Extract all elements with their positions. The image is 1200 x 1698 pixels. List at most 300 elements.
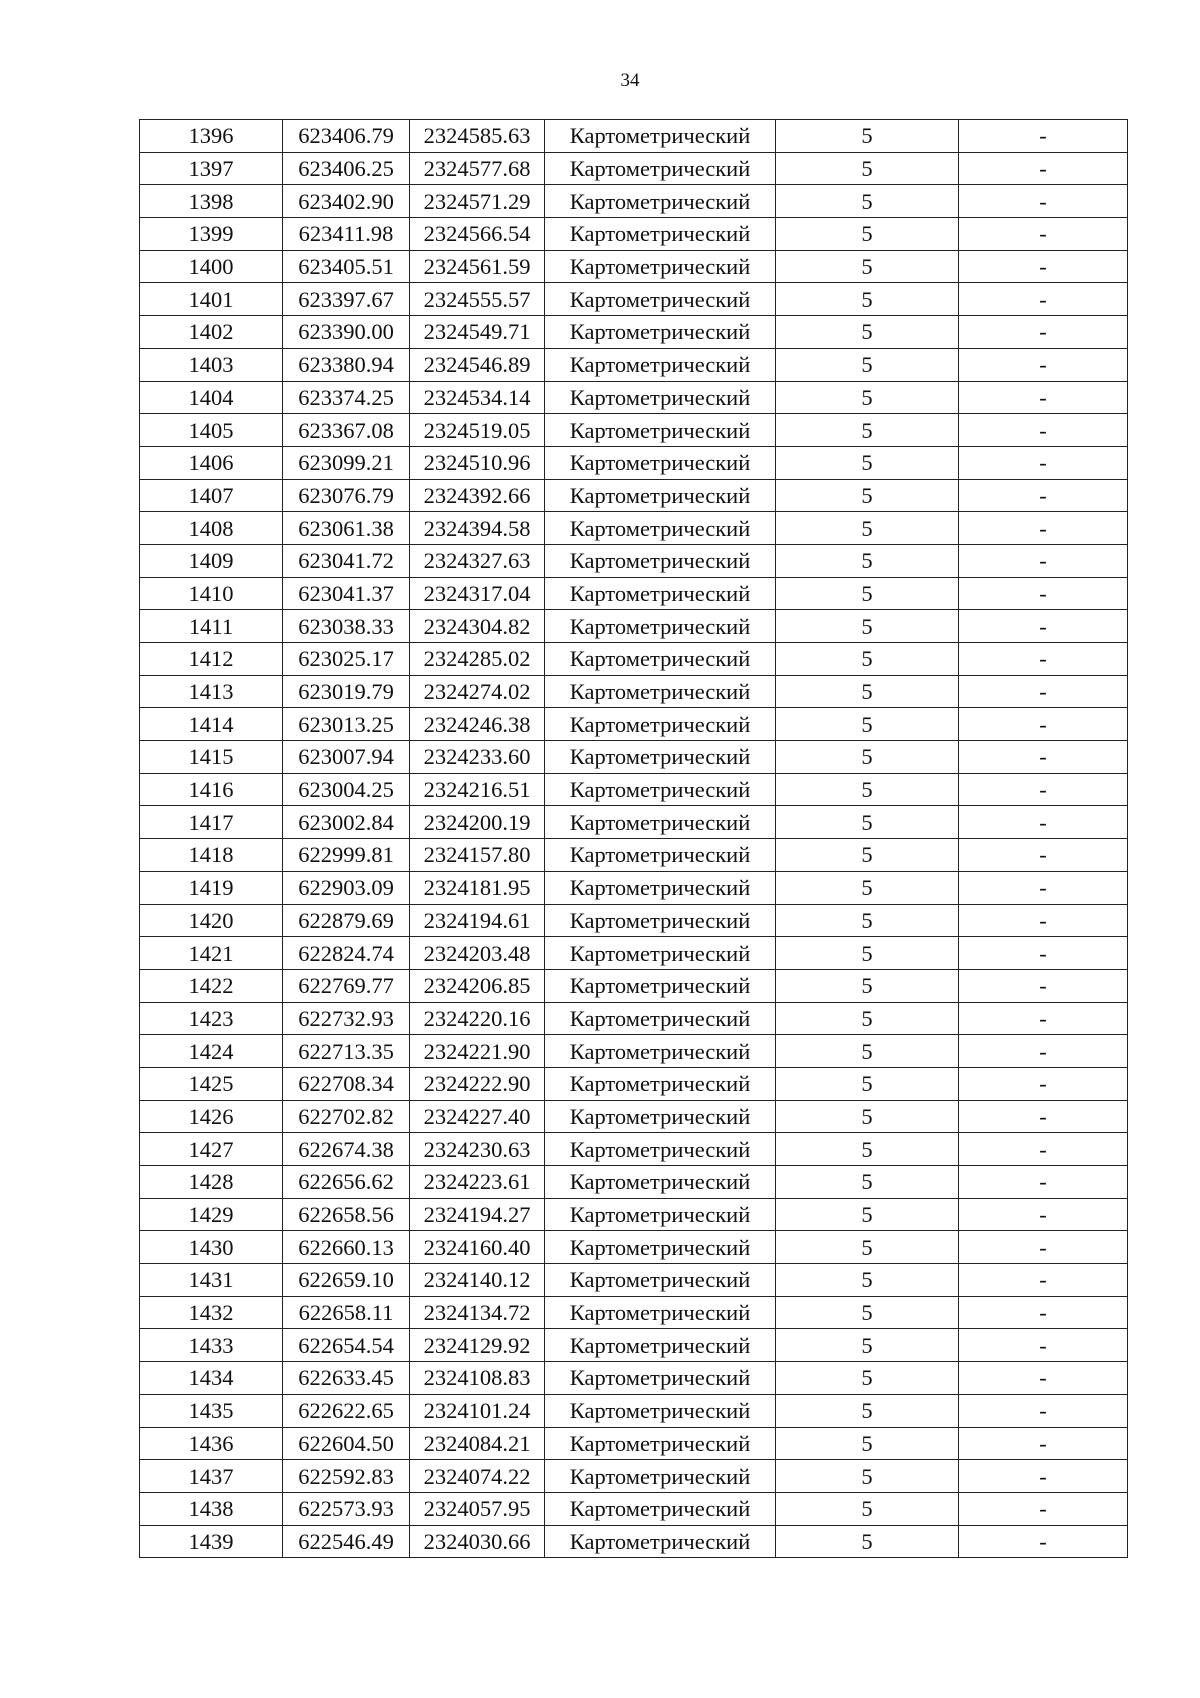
- note-cell: -: [959, 871, 1128, 904]
- point-number-cell: 1419: [140, 871, 283, 904]
- accuracy-cell: 5: [776, 741, 959, 774]
- point-number-cell: 1399: [140, 218, 283, 251]
- x-coordinate-cell: 623402.90: [283, 185, 410, 218]
- table-row: [140, 1264, 1128, 1297]
- y-coordinate-cell: 2324140.12: [410, 1264, 545, 1297]
- point-number-cell: 1413: [140, 675, 283, 708]
- x-coordinate-cell: 623406.25: [283, 152, 410, 185]
- accuracy-cell: 5: [776, 414, 959, 447]
- x-coordinate-cell: 623041.72: [283, 544, 410, 577]
- x-coordinate-cell: 622824.74: [283, 937, 410, 970]
- note-cell: -: [959, 544, 1128, 577]
- y-coordinate-cell: 2324285.02: [410, 643, 545, 676]
- note-cell: -: [959, 152, 1128, 185]
- note-cell: -: [959, 643, 1128, 676]
- note-cell: -: [959, 1198, 1128, 1231]
- y-coordinate-cell: 2324160.40: [410, 1231, 545, 1264]
- x-coordinate-cell: 622658.11: [283, 1296, 410, 1329]
- y-coordinate-cell: 2324317.04: [410, 577, 545, 610]
- y-coordinate-cell: 2324585.63: [410, 120, 545, 153]
- method-cell: Картометрический: [545, 1231, 776, 1264]
- method-cell: Картометрический: [545, 1100, 776, 1133]
- method-cell: Картометрический: [545, 773, 776, 806]
- accuracy-cell: 5: [776, 1329, 959, 1362]
- accuracy-cell: 5: [776, 773, 959, 806]
- accuracy-cell: 5: [776, 577, 959, 610]
- note-cell: -: [959, 1100, 1128, 1133]
- coordinates-table-body: [140, 120, 1128, 1558]
- accuracy-cell: 5: [776, 1296, 959, 1329]
- accuracy-cell: 5: [776, 1460, 959, 1493]
- table-row: [140, 806, 1128, 839]
- point-number-cell: 1400: [140, 250, 283, 283]
- method-cell: Картометрический: [545, 1264, 776, 1297]
- method-cell: Картометрический: [545, 839, 776, 872]
- y-coordinate-cell: 2324157.80: [410, 839, 545, 872]
- method-cell: Картометрический: [545, 708, 776, 741]
- table-row: [140, 904, 1128, 937]
- point-number-cell: 1430: [140, 1231, 283, 1264]
- x-coordinate-cell: 623367.08: [283, 414, 410, 447]
- accuracy-cell: 5: [776, 1198, 959, 1231]
- note-cell: -: [959, 1492, 1128, 1525]
- point-number-cell: 1424: [140, 1035, 283, 1068]
- table-row: [140, 839, 1128, 872]
- accuracy-cell: 5: [776, 806, 959, 839]
- x-coordinate-cell: 622573.93: [283, 1492, 410, 1525]
- accuracy-cell: 5: [776, 446, 959, 479]
- x-coordinate-cell: 622879.69: [283, 904, 410, 937]
- x-coordinate-cell: 623013.25: [283, 708, 410, 741]
- point-number-cell: 1438: [140, 1492, 283, 1525]
- accuracy-cell: 5: [776, 1166, 959, 1199]
- note-cell: -: [959, 969, 1128, 1002]
- note-cell: -: [959, 1329, 1128, 1362]
- y-coordinate-cell: 2324566.54: [410, 218, 545, 251]
- table-row: [140, 479, 1128, 512]
- table-row: [140, 1067, 1128, 1100]
- x-coordinate-cell: 623004.25: [283, 773, 410, 806]
- point-number-cell: 1421: [140, 937, 283, 970]
- accuracy-cell: 5: [776, 904, 959, 937]
- point-number-cell: 1417: [140, 806, 283, 839]
- note-cell: -: [959, 512, 1128, 545]
- note-cell: -: [959, 316, 1128, 349]
- y-coordinate-cell: 2324549.71: [410, 316, 545, 349]
- y-coordinate-cell: 2324534.14: [410, 381, 545, 414]
- accuracy-cell: 5: [776, 937, 959, 970]
- method-cell: Картометрический: [545, 806, 776, 839]
- point-number-cell: 1415: [140, 741, 283, 774]
- table-row: [140, 1362, 1128, 1395]
- method-cell: Картометрический: [545, 1394, 776, 1427]
- note-cell: -: [959, 1035, 1128, 1068]
- accuracy-cell: 5: [776, 218, 959, 251]
- point-number-cell: 1422: [140, 969, 283, 1002]
- accuracy-cell: 5: [776, 1133, 959, 1166]
- accuracy-cell: 5: [776, 1067, 959, 1100]
- table-row: [140, 643, 1128, 676]
- x-coordinate-cell: 623002.84: [283, 806, 410, 839]
- accuracy-cell: 5: [776, 1264, 959, 1297]
- accuracy-cell: 5: [776, 283, 959, 316]
- x-coordinate-cell: 623374.25: [283, 381, 410, 414]
- note-cell: -: [959, 1002, 1128, 1035]
- note-cell: -: [959, 250, 1128, 283]
- point-number-cell: 1403: [140, 348, 283, 381]
- accuracy-cell: 5: [776, 1231, 959, 1264]
- accuracy-cell: 5: [776, 512, 959, 545]
- point-number-cell: 1416: [140, 773, 283, 806]
- method-cell: Картометрический: [545, 577, 776, 610]
- y-coordinate-cell: 2324206.85: [410, 969, 545, 1002]
- note-cell: -: [959, 741, 1128, 774]
- note-cell: -: [959, 577, 1128, 610]
- point-number-cell: 1406: [140, 446, 283, 479]
- table-row: [140, 1133, 1128, 1166]
- y-coordinate-cell: 2324200.19: [410, 806, 545, 839]
- note-cell: -: [959, 675, 1128, 708]
- note-cell: -: [959, 708, 1128, 741]
- table-row: [140, 218, 1128, 251]
- x-coordinate-cell: 622769.77: [283, 969, 410, 1002]
- method-cell: Картометрический: [545, 1067, 776, 1100]
- note-cell: -: [959, 610, 1128, 643]
- table-row: [140, 773, 1128, 806]
- point-number-cell: 1414: [140, 708, 283, 741]
- method-cell: Картометрический: [545, 218, 776, 251]
- x-coordinate-cell: 622708.34: [283, 1067, 410, 1100]
- x-coordinate-cell: 622633.45: [283, 1362, 410, 1395]
- point-number-cell: 1427: [140, 1133, 283, 1166]
- y-coordinate-cell: 2324194.27: [410, 1198, 545, 1231]
- table-row: [140, 969, 1128, 1002]
- note-cell: -: [959, 348, 1128, 381]
- table-row: [140, 610, 1128, 643]
- method-cell: Картометрический: [545, 185, 776, 218]
- y-coordinate-cell: 2324246.38: [410, 708, 545, 741]
- note-cell: -: [959, 806, 1128, 839]
- method-cell: Картометрический: [545, 969, 776, 1002]
- point-number-cell: 1429: [140, 1198, 283, 1231]
- x-coordinate-cell: 623076.79: [283, 479, 410, 512]
- method-cell: Картометрический: [545, 120, 776, 153]
- method-cell: Картометрический: [545, 1198, 776, 1231]
- table-row: [140, 708, 1128, 741]
- accuracy-cell: 5: [776, 1035, 959, 1068]
- point-number-cell: 1420: [140, 904, 283, 937]
- accuracy-cell: 5: [776, 839, 959, 872]
- accuracy-cell: 5: [776, 316, 959, 349]
- y-coordinate-cell: 2324577.68: [410, 152, 545, 185]
- method-cell: Картометрический: [545, 479, 776, 512]
- note-cell: -: [959, 218, 1128, 251]
- y-coordinate-cell: 2324216.51: [410, 773, 545, 806]
- y-coordinate-cell: 2324561.59: [410, 250, 545, 283]
- table-row: [140, 1460, 1128, 1493]
- y-coordinate-cell: 2324233.60: [410, 741, 545, 774]
- y-coordinate-cell: 2324394.58: [410, 512, 545, 545]
- x-coordinate-cell: 623390.00: [283, 316, 410, 349]
- x-coordinate-cell: 622702.82: [283, 1100, 410, 1133]
- table-row: [140, 675, 1128, 708]
- method-cell: Картометрический: [545, 1492, 776, 1525]
- accuracy-cell: 5: [776, 969, 959, 1002]
- point-number-cell: 1396: [140, 120, 283, 153]
- table-row: [140, 1198, 1128, 1231]
- x-coordinate-cell: 622654.54: [283, 1329, 410, 1362]
- point-number-cell: 1397: [140, 152, 283, 185]
- y-coordinate-cell: 2324220.16: [410, 1002, 545, 1035]
- x-coordinate-cell: 622604.50: [283, 1427, 410, 1460]
- x-coordinate-cell: 622658.56: [283, 1198, 410, 1231]
- method-cell: Картометрический: [545, 610, 776, 643]
- x-coordinate-cell: 623041.37: [283, 577, 410, 610]
- method-cell: Картометрический: [545, 512, 776, 545]
- point-number-cell: 1431: [140, 1264, 283, 1297]
- accuracy-cell: 5: [776, 1525, 959, 1558]
- table-row: [140, 316, 1128, 349]
- note-cell: -: [959, 283, 1128, 316]
- y-coordinate-cell: 2324304.82: [410, 610, 545, 643]
- point-number-cell: 1398: [140, 185, 283, 218]
- table-row: [140, 1427, 1128, 1460]
- accuracy-cell: 5: [776, 250, 959, 283]
- point-number-cell: 1436: [140, 1427, 283, 1460]
- point-number-cell: 1428: [140, 1166, 283, 1199]
- x-coordinate-cell: 623007.94: [283, 741, 410, 774]
- y-coordinate-cell: 2324392.66: [410, 479, 545, 512]
- method-cell: Картометрический: [545, 741, 776, 774]
- x-coordinate-cell: 623025.17: [283, 643, 410, 676]
- y-coordinate-cell: 2324555.57: [410, 283, 545, 316]
- note-cell: -: [959, 1067, 1128, 1100]
- method-cell: Картометрический: [545, 675, 776, 708]
- method-cell: Картометрический: [545, 1002, 776, 1035]
- y-coordinate-cell: 2324194.61: [410, 904, 545, 937]
- point-number-cell: 1433: [140, 1329, 283, 1362]
- note-cell: -: [959, 839, 1128, 872]
- y-coordinate-cell: 2324230.63: [410, 1133, 545, 1166]
- method-cell: Картометрический: [545, 250, 776, 283]
- y-coordinate-cell: 2324571.29: [410, 185, 545, 218]
- method-cell: Картометрический: [545, 1427, 776, 1460]
- point-number-cell: 1437: [140, 1460, 283, 1493]
- method-cell: Картометрический: [545, 381, 776, 414]
- table-row: [140, 741, 1128, 774]
- y-coordinate-cell: 2324227.40: [410, 1100, 545, 1133]
- table-row: [140, 577, 1128, 610]
- method-cell: Картометрический: [545, 1133, 776, 1166]
- point-number-cell: 1405: [140, 414, 283, 447]
- point-number-cell: 1410: [140, 577, 283, 610]
- point-number-cell: 1402: [140, 316, 283, 349]
- table-row: [140, 414, 1128, 447]
- note-cell: -: [959, 1362, 1128, 1395]
- x-coordinate-cell: 622546.49: [283, 1525, 410, 1558]
- method-cell: Картометрический: [545, 446, 776, 479]
- note-cell: -: [959, 1264, 1128, 1297]
- y-coordinate-cell: 2324519.05: [410, 414, 545, 447]
- note-cell: -: [959, 1296, 1128, 1329]
- coordinates-table: [139, 119, 1128, 1558]
- method-cell: Картометрический: [545, 414, 776, 447]
- table-row: [140, 937, 1128, 970]
- x-coordinate-cell: 622592.83: [283, 1460, 410, 1493]
- table-row: [140, 544, 1128, 577]
- accuracy-cell: 5: [776, 610, 959, 643]
- note-cell: -: [959, 1460, 1128, 1493]
- accuracy-cell: 5: [776, 381, 959, 414]
- table-row: [140, 871, 1128, 904]
- y-coordinate-cell: 2324274.02: [410, 675, 545, 708]
- method-cell: Картометрический: [545, 1460, 776, 1493]
- note-cell: -: [959, 1133, 1128, 1166]
- table-row: [140, 1166, 1128, 1199]
- x-coordinate-cell: 623411.98: [283, 218, 410, 251]
- point-number-cell: 1435: [140, 1394, 283, 1427]
- point-number-cell: 1407: [140, 479, 283, 512]
- y-coordinate-cell: 2324030.66: [410, 1525, 545, 1558]
- y-coordinate-cell: 2324510.96: [410, 446, 545, 479]
- method-cell: Картометрический: [545, 283, 776, 316]
- point-number-cell: 1434: [140, 1362, 283, 1395]
- x-coordinate-cell: 622903.09: [283, 871, 410, 904]
- y-coordinate-cell: 2324222.90: [410, 1067, 545, 1100]
- y-coordinate-cell: 2324223.61: [410, 1166, 545, 1199]
- method-cell: Картометрический: [545, 316, 776, 349]
- x-coordinate-cell: 622713.35: [283, 1035, 410, 1068]
- x-coordinate-cell: 622732.93: [283, 1002, 410, 1035]
- note-cell: -: [959, 479, 1128, 512]
- x-coordinate-cell: 622999.81: [283, 839, 410, 872]
- y-coordinate-cell: 2324108.83: [410, 1362, 545, 1395]
- x-coordinate-cell: 622660.13: [283, 1231, 410, 1264]
- table-row: [140, 250, 1128, 283]
- note-cell: -: [959, 1231, 1128, 1264]
- method-cell: Картометрический: [545, 1525, 776, 1558]
- method-cell: Картометрический: [545, 871, 776, 904]
- y-coordinate-cell: 2324057.95: [410, 1492, 545, 1525]
- note-cell: -: [959, 904, 1128, 937]
- accuracy-cell: 5: [776, 1394, 959, 1427]
- table-row: [140, 1296, 1128, 1329]
- table-row: [140, 446, 1128, 479]
- note-cell: -: [959, 414, 1128, 447]
- method-cell: Картометрический: [545, 544, 776, 577]
- y-coordinate-cell: 2324074.22: [410, 1460, 545, 1493]
- x-coordinate-cell: 622656.62: [283, 1166, 410, 1199]
- y-coordinate-cell: 2324546.89: [410, 348, 545, 381]
- table-row: [140, 1329, 1128, 1362]
- accuracy-cell: 5: [776, 1492, 959, 1525]
- point-number-cell: 1432: [140, 1296, 283, 1329]
- accuracy-cell: 5: [776, 120, 959, 153]
- point-number-cell: 1418: [140, 839, 283, 872]
- method-cell: Картометрический: [545, 1035, 776, 1068]
- method-cell: Картометрический: [545, 904, 776, 937]
- note-cell: -: [959, 1525, 1128, 1558]
- point-number-cell: 1426: [140, 1100, 283, 1133]
- method-cell: Картометрический: [545, 1329, 776, 1362]
- table-row: [140, 1231, 1128, 1264]
- x-coordinate-cell: 622674.38: [283, 1133, 410, 1166]
- note-cell: -: [959, 1166, 1128, 1199]
- method-cell: Картометрический: [545, 1362, 776, 1395]
- note-cell: -: [959, 773, 1128, 806]
- point-number-cell: 1412: [140, 643, 283, 676]
- accuracy-cell: 5: [776, 185, 959, 218]
- y-coordinate-cell: 2324203.48: [410, 937, 545, 970]
- table-row: [140, 1002, 1128, 1035]
- method-cell: Картометрический: [545, 643, 776, 676]
- point-number-cell: 1423: [140, 1002, 283, 1035]
- accuracy-cell: 5: [776, 1100, 959, 1133]
- x-coordinate-cell: 623061.38: [283, 512, 410, 545]
- point-number-cell: 1425: [140, 1067, 283, 1100]
- method-cell: Картометрический: [545, 937, 776, 970]
- y-coordinate-cell: 2324221.90: [410, 1035, 545, 1068]
- accuracy-cell: 5: [776, 708, 959, 741]
- note-cell: -: [959, 937, 1128, 970]
- accuracy-cell: 5: [776, 348, 959, 381]
- x-coordinate-cell: 623019.79: [283, 675, 410, 708]
- method-cell: Картометрический: [545, 348, 776, 381]
- x-coordinate-cell: 622622.65: [283, 1394, 410, 1427]
- note-cell: -: [959, 120, 1128, 153]
- x-coordinate-cell: 623405.51: [283, 250, 410, 283]
- y-coordinate-cell: 2324134.72: [410, 1296, 545, 1329]
- x-coordinate-cell: 623406.79: [283, 120, 410, 153]
- table-row: [140, 1525, 1128, 1558]
- table-row: [140, 1035, 1128, 1068]
- table-row: [140, 185, 1128, 218]
- point-number-cell: 1408: [140, 512, 283, 545]
- accuracy-cell: 5: [776, 1427, 959, 1460]
- table-row: [140, 348, 1128, 381]
- y-coordinate-cell: 2324101.24: [410, 1394, 545, 1427]
- table-row: [140, 1100, 1128, 1133]
- note-cell: -: [959, 446, 1128, 479]
- note-cell: -: [959, 185, 1128, 218]
- table-row: [140, 152, 1128, 185]
- accuracy-cell: 5: [776, 152, 959, 185]
- point-number-cell: 1409: [140, 544, 283, 577]
- table-row: [140, 512, 1128, 545]
- method-cell: Картометрический: [545, 152, 776, 185]
- note-cell: -: [959, 381, 1128, 414]
- y-coordinate-cell: 2324181.95: [410, 871, 545, 904]
- point-number-cell: 1404: [140, 381, 283, 414]
- point-number-cell: 1411: [140, 610, 283, 643]
- table-row: [140, 283, 1128, 316]
- note-cell: -: [959, 1427, 1128, 1460]
- accuracy-cell: 5: [776, 643, 959, 676]
- x-coordinate-cell: 623397.67: [283, 283, 410, 316]
- x-coordinate-cell: 623380.94: [283, 348, 410, 381]
- x-coordinate-cell: 622659.10: [283, 1264, 410, 1297]
- accuracy-cell: 5: [776, 1002, 959, 1035]
- accuracy-cell: 5: [776, 544, 959, 577]
- table-row: [140, 1394, 1128, 1427]
- method-cell: Картометрический: [545, 1166, 776, 1199]
- method-cell: Картометрический: [545, 1296, 776, 1329]
- accuracy-cell: 5: [776, 675, 959, 708]
- x-coordinate-cell: 623099.21: [283, 446, 410, 479]
- note-cell: -: [959, 1394, 1128, 1427]
- y-coordinate-cell: 2324327.63: [410, 544, 545, 577]
- table-row: [140, 120, 1128, 153]
